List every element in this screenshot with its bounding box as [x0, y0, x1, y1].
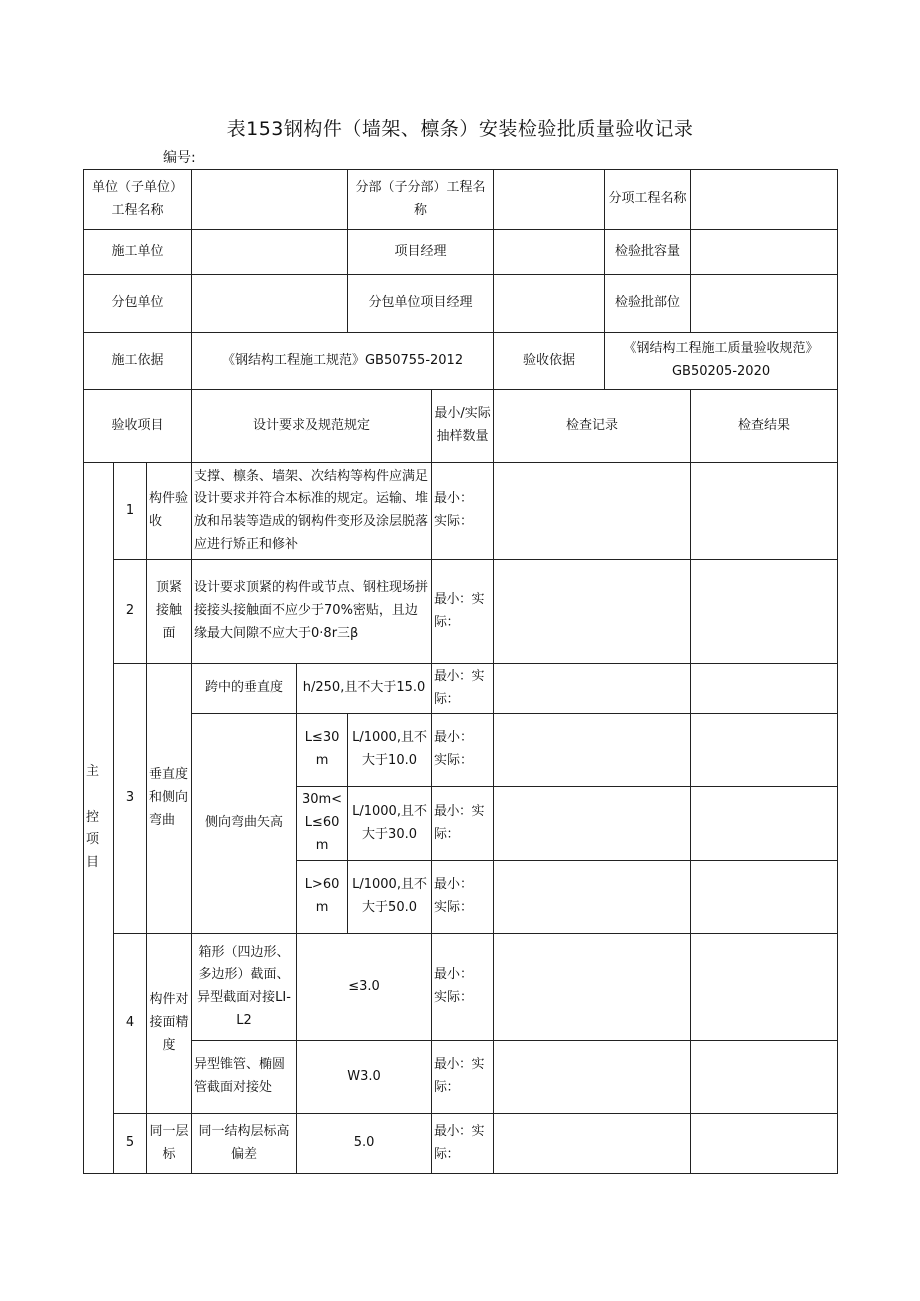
batch-location-label: 检验批部位 [605, 275, 691, 333]
inspection-result-cell[interactable] [691, 664, 838, 714]
item-name: 构件对接面精度 [147, 934, 192, 1114]
lateral-bend-label: 侧向弯曲矢高 [192, 714, 297, 934]
condition-cell: L≤30m [297, 714, 348, 787]
col-sample-line1: 最小/实际 [434, 406, 491, 422]
acceptance-basis-value [605, 333, 838, 390]
col-record-header: 检查记录 [494, 390, 691, 463]
construction-unit-value[interactable] [192, 230, 348, 275]
table-row [84, 664, 838, 714]
item-requirement: 支撑、檩条、墙架、次结构等构件应满足设计要求并符合本标准的规定。运输、堆放和吊装等造成的钢构件变形及涂层脱落应进行矫正和修补 [192, 463, 432, 560]
inspection-record-cell[interactable] [494, 934, 691, 1041]
vertical-requirement: h/250,且不大于15.0 [297, 664, 432, 714]
doc-number-label: 编号: [163, 150, 196, 166]
inspection-record-cell[interactable] [494, 787, 691, 861]
inspection-result-cell[interactable] [691, 787, 838, 861]
condition-cell: 30m<L≤60m [297, 787, 348, 861]
col-sample-header [432, 390, 494, 463]
sample-count[interactable]: 最小：实际： [432, 560, 494, 664]
construction-basis-value: 《钢结构工程施工规范》GB50755-2012 [192, 333, 494, 390]
acceptance-basis-line2: GB50205-2020 [671, 364, 771, 379]
inspection-record-cell[interactable] [494, 463, 691, 560]
condition-requirement: L/1000,且不大于50.0 [348, 861, 432, 934]
page-title: 表153钢构件（墙架、檩条）安装检验批质量验收记录 [226, 118, 694, 140]
acceptance-basis-line1: 《钢结构工程施工质量验收规范》 [623, 341, 819, 357]
table-row [84, 463, 838, 560]
inspection-record-cell[interactable] [494, 560, 691, 664]
batch-capacity-label: 检验批容量 [605, 230, 691, 275]
inspection-result-cell[interactable] [691, 714, 838, 787]
col-requirement-header: 设计要求及规范规定 [192, 390, 432, 463]
batch-location-value[interactable] [691, 275, 838, 333]
table-row [84, 934, 838, 1041]
inspection-record-cell[interactable] [494, 664, 691, 714]
item-requirement: 设计要求顶紧的构件或节点、钢柱现场拼接接头接触面不应少于70%密贴，且边缘最大间隙不应大于0·8r三β [192, 560, 432, 664]
project-manager-label: 项目经理 [348, 230, 494, 275]
acceptance-basis-label: 验收依据 [494, 333, 605, 390]
inspection-record-cell[interactable] [494, 1114, 691, 1174]
inspection-result-cell[interactable] [691, 560, 838, 664]
subcontractor-value[interactable] [192, 275, 348, 333]
sample-count[interactable]: 最小：实际： [432, 1114, 494, 1174]
section-requirement: W3.0 [297, 1041, 432, 1114]
division-project-value[interactable] [494, 170, 605, 230]
item-name: 顶紧 接触 面 [147, 560, 192, 664]
table-row [84, 1114, 838, 1174]
unit-project-label: 单位（子单位）工程名称 [84, 170, 192, 230]
vertical-label: 跨中的垂直度 [192, 664, 297, 714]
inspection-record-cell[interactable] [494, 861, 691, 934]
inspection-result-cell[interactable] [691, 861, 838, 934]
sample-count[interactable]: 最小： 实际： [432, 934, 494, 1041]
subcontractor-label: 分包单位 [84, 275, 192, 333]
construction-basis-label: 施工依据 [84, 333, 192, 390]
main-control-label: 主 控项 目 [84, 463, 114, 1174]
subcontractor-pm-value[interactable] [494, 275, 605, 333]
sample-count[interactable]: 最小：实际： [432, 1041, 494, 1114]
sample-count[interactable]: 最小： 实际： [432, 714, 494, 787]
inspection-result-cell[interactable] [691, 1041, 838, 1114]
inspection-record-cell[interactable] [494, 714, 691, 787]
sample-count[interactable]: 最小： 实际： [432, 463, 494, 560]
section-label: 箱形（四边形、多边形）截面、异型截面对接LI-L2 [192, 934, 297, 1041]
item-number: 4 [114, 934, 147, 1114]
sample-count[interactable]: 最小： 实际： [432, 861, 494, 934]
item-number: 3 [114, 664, 147, 934]
col-item-header: 验收项目 [84, 390, 192, 463]
table-row [84, 1041, 838, 1114]
table-row [84, 714, 838, 787]
item-number: 1 [114, 463, 147, 560]
unit-project-value[interactable] [192, 170, 348, 230]
col-sample-line2: 抽样数量 [436, 429, 489, 444]
sample-count[interactable]: 最小：实际： [432, 787, 494, 861]
inspection-result-cell[interactable] [691, 463, 838, 560]
condition-requirement: L/1000,且不大于10.0 [348, 714, 432, 787]
col-result-header: 检查结果 [691, 390, 838, 463]
condition-requirement: L/1000,且不大于30.0 [348, 787, 432, 861]
inspection-result-cell[interactable] [691, 1114, 838, 1174]
construction-unit-label: 施工单位 [84, 230, 192, 275]
item-name: 构件验收 [147, 463, 192, 560]
table-row [84, 560, 838, 664]
batch-capacity-value[interactable] [691, 230, 838, 275]
section-label: 异型锥管、椭圆管截面对接处 [192, 1041, 297, 1114]
condition-cell: L>60m [297, 861, 348, 934]
sample-count[interactable]: 最小：实际： [432, 664, 494, 714]
elevation-requirement: 5.0 [297, 1114, 432, 1174]
item-number: 5 [114, 1114, 147, 1174]
inspection-form-table [83, 169, 838, 1174]
item-name: 垂直度和侧向弯曲 [147, 664, 192, 934]
section-requirement: ≤3.0 [297, 934, 432, 1041]
elevation-label: 同一结构层标高偏差 [192, 1114, 297, 1174]
subcontractor-pm-label: 分包单位项目经理 [348, 275, 494, 333]
division-project-label: 分部（子分部）工程名称 [348, 170, 494, 230]
project-manager-value[interactable] [494, 230, 605, 275]
item-name: 同一层标 [147, 1114, 192, 1174]
subitem-project-label: 分项工程名称 [605, 170, 691, 230]
item-number: 2 [114, 560, 147, 664]
subitem-project-value[interactable] [691, 170, 838, 230]
inspection-record-cell[interactable] [494, 1041, 691, 1114]
inspection-result-cell[interactable] [691, 934, 838, 1041]
